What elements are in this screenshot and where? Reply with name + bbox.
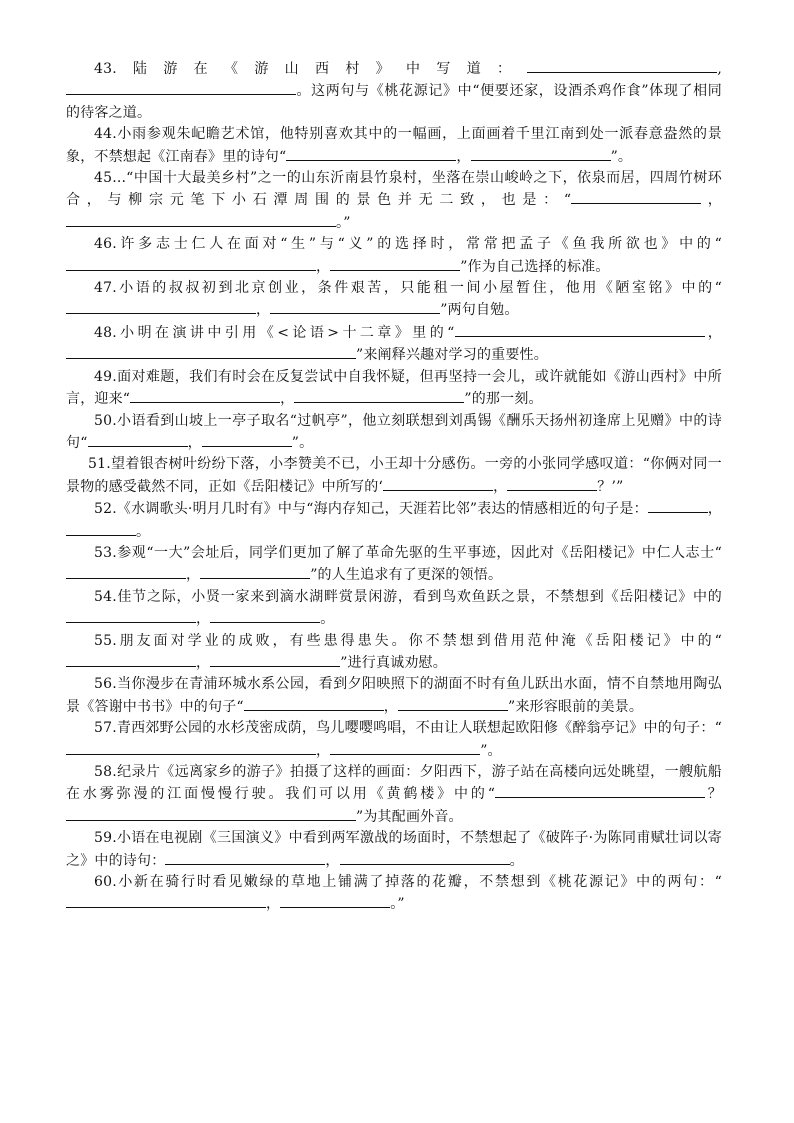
question-text: ”的人生追求有了更深的领悟。: [310, 567, 503, 584]
question-text: ”的那一刻。: [464, 391, 543, 408]
question-text: 49.面对难题，我们有时会在反复尝试中自我怀疑，但再坚持一会儿，或许就能如《游山西村》中所言，迎来“: [66, 368, 722, 408]
question-56: [66, 674, 722, 718]
answer-blank[interactable]: [648, 498, 708, 513]
question-45: [66, 168, 722, 234]
question-46: [66, 234, 722, 278]
question-text: 45...“中国十大最美乡村”之一的山东沂南县竹泉村，坐落在崇山峻岭之下，依泉而居，四周竹树环合，与柳宗元笔下小石潭周围的景色并无二致，也是：“: [66, 170, 722, 209]
question-text: 58.纪录片《远离家乡的游子》拍摄了这样的画面：夕阳西下，游子站在高楼向远处眺望，一艘航船在水雾弥漫的江面慢慢行驶。我们可以用《黄鹤楼》中的“: [66, 764, 722, 803]
question-text: ”来形容眼前的美景。: [507, 698, 644, 715]
question-text: ，: [704, 324, 722, 341]
question-text: ，: [256, 302, 271, 319]
answer-blank[interactable]: [165, 850, 325, 865]
question-text: ，: [493, 478, 508, 495]
answer-blank[interactable]: [66, 299, 256, 314]
question-text: 51.望着银杏树叶纷纷下落，小李赞美不已，小王却十分感伤。一旁的小张同学感叹道：“你俩对同一景物的感受截然不同，正如《岳阳楼记》中所写的‘: [66, 456, 722, 495]
question-text: ，: [701, 192, 723, 209]
question-53: [66, 543, 722, 587]
question-text: ，: [707, 501, 722, 518]
question-text: 。: [320, 611, 335, 628]
question-text: ”。: [610, 148, 633, 165]
question-text: 。”: [390, 896, 405, 913]
answer-blank[interactable]: [66, 212, 336, 227]
question-54: [66, 587, 722, 631]
question-text: 56.当你漫步在青浦环城水系公园，看到夕阳映照下的湖面不时有鱼儿跃出水面，情不自禁地用陶弘景《答谢中书书》中的句子“: [66, 676, 722, 715]
answer-blank[interactable]: [66, 344, 356, 359]
question-text: ,: [717, 61, 722, 77]
question-58: [66, 762, 722, 828]
question-text: ”为其配画外音。: [356, 808, 463, 825]
answer-blank[interactable]: [280, 893, 390, 908]
question-text: ？: [705, 786, 722, 803]
question-text: 。: [136, 523, 151, 540]
question-text: ，: [186, 567, 201, 584]
answer-blank[interactable]: [527, 58, 717, 73]
answer-blank[interactable]: [495, 783, 705, 798]
question-text: ”作为自己选择的标准。: [460, 258, 610, 275]
question-50: [66, 411, 722, 455]
question-text: 57.青西郊野公园的水杉茂密成荫，鸟儿嘤嘤鸣唱，不由让人联想起欧阳修《醉翁亭记》中的句子：“: [94, 720, 722, 737]
answer-blank[interactable]: [66, 256, 316, 271]
answer-blank[interactable]: [330, 740, 480, 755]
answer-blank[interactable]: [455, 322, 705, 337]
answer-blank[interactable]: [244, 696, 384, 711]
answer-blank[interactable]: [66, 80, 296, 95]
answer-blank[interactable]: [571, 189, 701, 204]
question-text: ，: [383, 698, 398, 715]
question-text: ”。: [480, 742, 502, 759]
question-text: 53.参观“一大”会址后，同学们更加了解了革命先驱的生平事迹，因此对《岳阳楼记》中仁人志士“: [94, 544, 722, 561]
question-60: [66, 872, 722, 916]
answer-blank[interactable]: [210, 608, 320, 623]
question-text: 43.陆游在《游山西村》中写道：: [94, 61, 528, 77]
answer-blank[interactable]: [507, 476, 597, 491]
question-text: 44.小雨参观朱屺瞻艺术馆，他特别喜欢其中的一幅画，上面画着千里江南到处一派春意盎然的景象，不禁想起《江南春》里的诗句“: [66, 126, 722, 165]
question-51: [66, 454, 722, 498]
question-text: ，: [280, 391, 295, 408]
answer-blank[interactable]: [294, 388, 464, 403]
question-text: ，: [316, 258, 331, 275]
question-text: ”两句自勉。: [440, 302, 519, 319]
answer-blank[interactable]: [286, 146, 456, 161]
answer-blank[interactable]: [471, 146, 611, 161]
question-text: 59.小语在电视剧《三国演义》中看到两军激战的场面时，不禁想起了《破阵子·为陈同甫赋壮词以寄之》中的诗句：: [66, 830, 722, 869]
answer-blank[interactable]: [398, 696, 508, 711]
question-text: 47.小语的叔叔初到北京创业，条件艰苦，只能租一间小屋暂住，他用《陋室铭》中的“: [94, 280, 722, 297]
answer-blank[interactable]: [130, 388, 280, 403]
question-57: [66, 718, 722, 762]
question-text: 。这两句与《桃花源记》中“便要还家，设酒杀鸡作食”体现了相同的待客之道。: [66, 83, 722, 121]
question-text: 60.小新在骑行时看见嫩绿的草地上铺满了掉落的花瓣，不禁想到《桃花源记》中的两句：“: [94, 874, 722, 891]
question-47: [66, 278, 722, 322]
answer-blank[interactable]: [330, 256, 460, 271]
answer-blank[interactable]: [340, 850, 510, 865]
question-text: 55.朋友面对学业的成败，有些患得患失。你不禁想到借用范仲淹《岳阳楼记》中的“: [94, 632, 722, 649]
question-49: [66, 367, 722, 411]
question-text: ，: [196, 611, 211, 628]
answer-blank[interactable]: [200, 564, 310, 579]
answer-blank[interactable]: [202, 432, 292, 447]
answer-blank[interactable]: [88, 432, 188, 447]
question-text: ”。: [291, 434, 314, 451]
question-text: 54.佳节之际，小贤一家来到滴水湖畔赏景闲游，看到鸟欢鱼跃之景，不禁想到《岳阳楼记》中的: [94, 588, 722, 605]
question-59: [66, 828, 722, 872]
question-52: [66, 498, 722, 543]
question-text: 46.许多志士仁人在面对“生”与“义”的选择时，常常把孟子《鱼我所欲也》中的“: [94, 236, 722, 253]
question-text: 50.小语看到山坡上一亭子取名“过帆亭”，他立刻联想到刘禹锡《酬乐天扬州初逢席上见赠》中的诗句“: [66, 412, 722, 451]
question-text: 52.《水调歌头·明月几时有》中与“海内存知己，天涯若比邻”表达的情感相近的句子是：: [94, 501, 648, 518]
answer-blank[interactable]: [270, 299, 440, 314]
question-text: ，: [325, 852, 340, 869]
question-48: [66, 322, 722, 367]
question-43: [66, 58, 722, 124]
answer-blank[interactable]: [66, 806, 356, 821]
answer-blank[interactable]: [66, 564, 186, 579]
question-text: ，: [266, 896, 281, 913]
answer-blank[interactable]: [66, 893, 266, 908]
answer-blank[interactable]: [66, 521, 136, 536]
question-44: [66, 124, 722, 168]
question-text: ，: [316, 742, 331, 759]
question-text: ”进行真诚劝慰。: [340, 654, 447, 671]
question-text: ？’”: [597, 478, 624, 495]
answer-blank[interactable]: [66, 740, 316, 755]
question-text: 。”: [336, 214, 351, 231]
question-55: [66, 631, 722, 675]
answer-blank[interactable]: [66, 652, 196, 667]
question-text: ，: [456, 148, 471, 165]
question-text: 48.小明在演讲中引用《<论语>十二章》里的“: [94, 324, 455, 341]
answer-blank[interactable]: [66, 608, 196, 623]
question-text: ，: [196, 654, 211, 671]
answer-blank[interactable]: [383, 476, 493, 491]
answer-blank[interactable]: [210, 652, 340, 667]
question-text: 。: [509, 852, 524, 869]
question-text: ”来阐释兴趣对学习的重要性。: [356, 347, 548, 364]
question-text: ，: [187, 434, 202, 451]
